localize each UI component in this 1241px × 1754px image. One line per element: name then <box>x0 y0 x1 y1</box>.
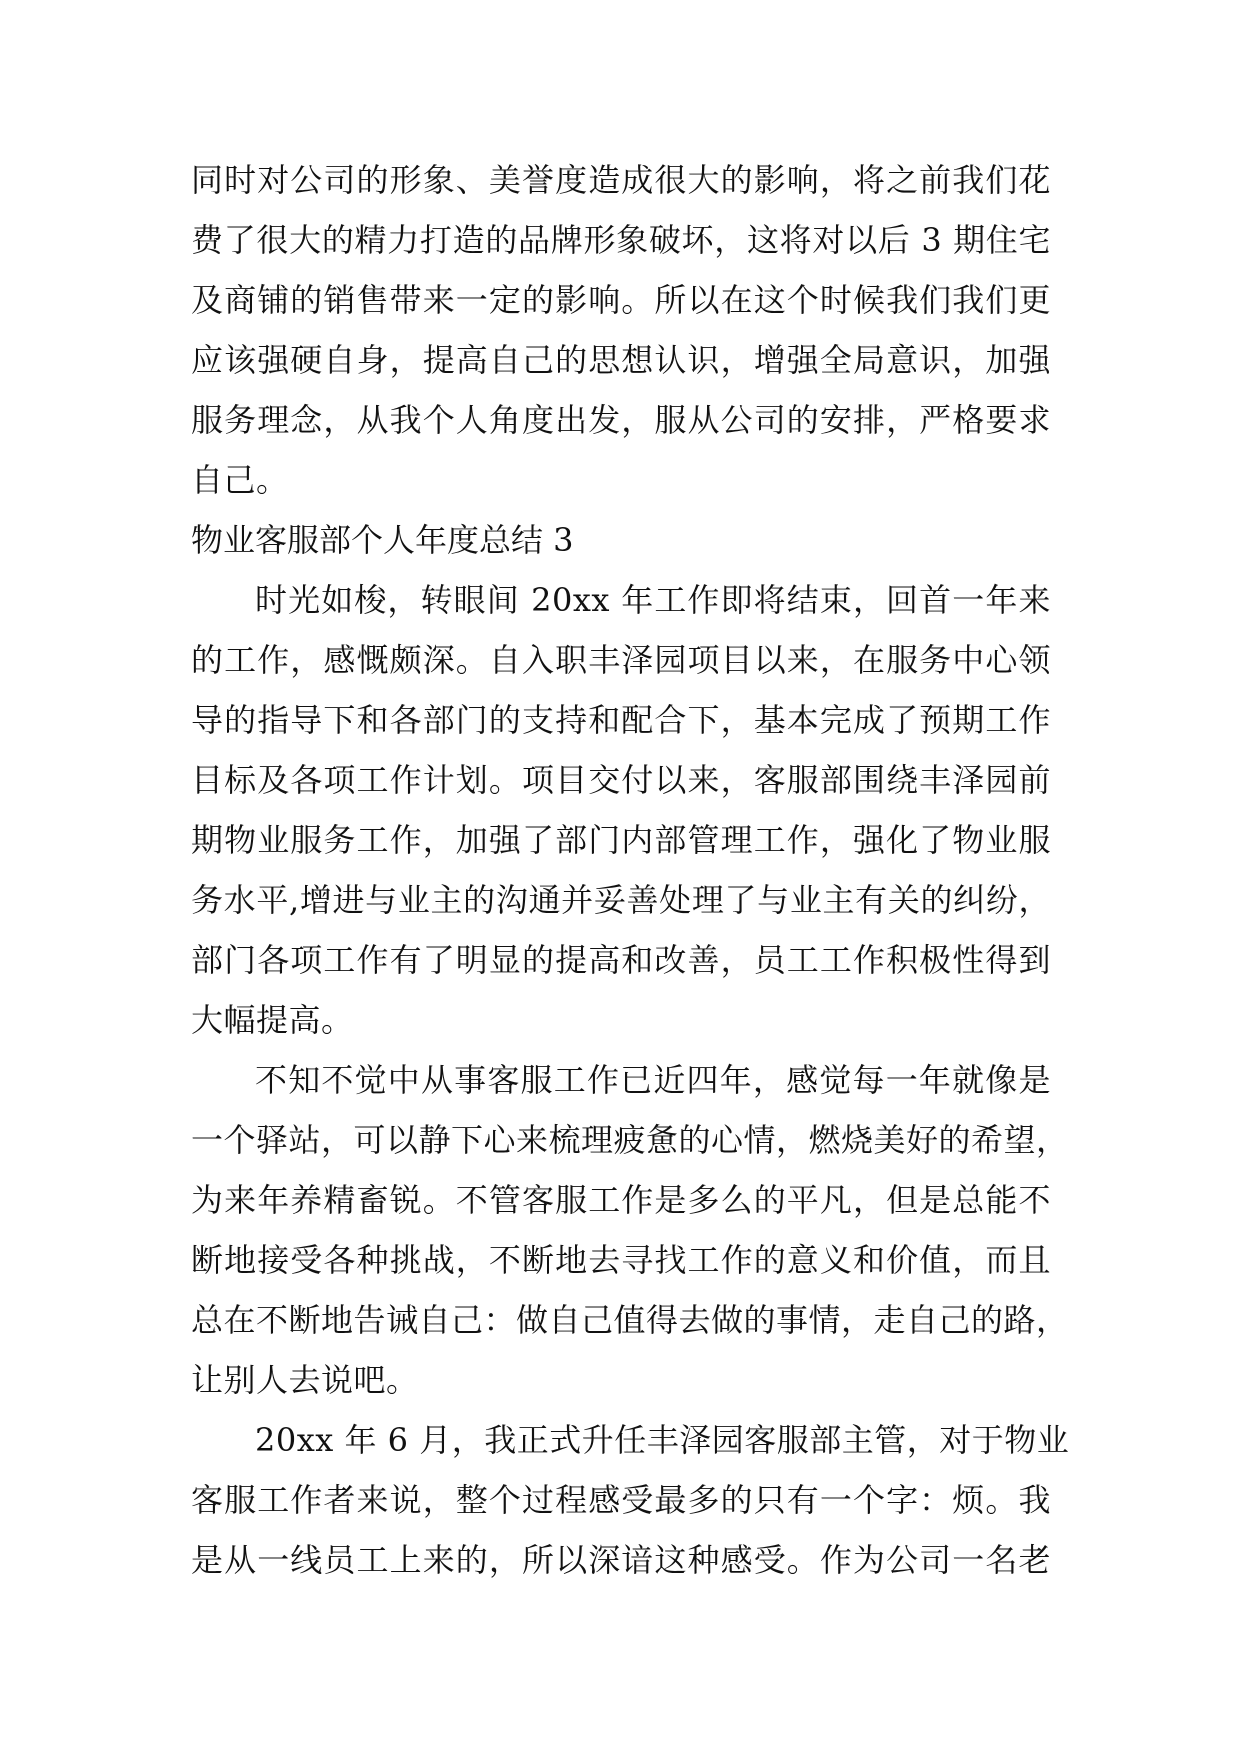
text-line: 自己。 <box>191 461 289 499</box>
text-line: 的工作，感慨颇深。自入职丰泽园项目以来，在服务中心领 <box>191 641 1051 679</box>
text-line: 期物业服务工作，加强了部门内部管理工作，强化了物业服 <box>191 821 1051 859</box>
text-line: 为来年养精畜锐。不管客服工作是多么的平凡，但是总能不 <box>191 1181 1051 1219</box>
text-line: 客服工作者来说，整个过程感受最多的只有一个字：烦。我 <box>191 1481 1051 1519</box>
text-line: 总在不断地告诫自己：做自己值得去做的事情，走自己的路， <box>191 1301 1069 1339</box>
text-line: 断地接受各种挑战，不断地去寻找工作的意义和价值，而且 <box>191 1241 1051 1279</box>
text-line: 一个驿站，可以静下心来梳理疲惫的心情，燃烧美好的希望， <box>191 1121 1069 1159</box>
text-line: 应该强硬自身，提高自己的思想认识，增强全局意识，加强 <box>191 341 1051 379</box>
text-line: 同时对公司的形象、美誉度造成很大的影响，将之前我们花 <box>191 161 1051 199</box>
text-line: 不知不觉中从事客服工作已近四年，感觉每一年就像是 <box>255 1061 1051 1099</box>
text-line: 20xx 年 6 月，我正式升任丰泽园客服部主管，对于物业 <box>255 1421 1070 1459</box>
text-line: 务水平,增进与业主的沟通并妥善处理了与业主有关的纠纷， <box>191 881 1051 919</box>
text-line: 让别人去说吧。 <box>191 1361 419 1399</box>
text-line: 服务理念，从我个人角度出发，服从公司的安排，严格要求 <box>191 401 1051 439</box>
paragraph <box>191 570 1051 1050</box>
document-page <box>191 150 1070 1590</box>
paragraph <box>191 1410 1070 1590</box>
paragraph <box>191 1050 1069 1410</box>
text-line: 部门各项工作有了明显的提高和改善，员工工作积极性得到 <box>191 941 1051 979</box>
paragraph-continued <box>191 150 1051 510</box>
text-line: 目标及各项工作计划。项目交付以来，客服部围绕丰泽园前 <box>191 761 1051 799</box>
text-line: 时光如梭，转眼间 20xx 年工作即将结束，回首一年来 <box>255 581 1051 619</box>
text-line: 导的指导下和各部门的支持和配合下，基本完成了预期工作 <box>191 701 1051 739</box>
text-line: 是从一线员工上来的，所以深谙这种感受。作为公司一名老 <box>191 1541 1051 1579</box>
text-line: 及商铺的销售带来一定的影响。所以在这个时候我们我们更 <box>191 281 1051 319</box>
section-heading: 物业客服部个人年度总结 3 <box>191 521 574 559</box>
text-line: 大幅提高。 <box>191 1001 354 1039</box>
text-line: 费了很大的精力打造的品牌形象破坏，这将对以后 3 期住宅 <box>191 221 1051 259</box>
